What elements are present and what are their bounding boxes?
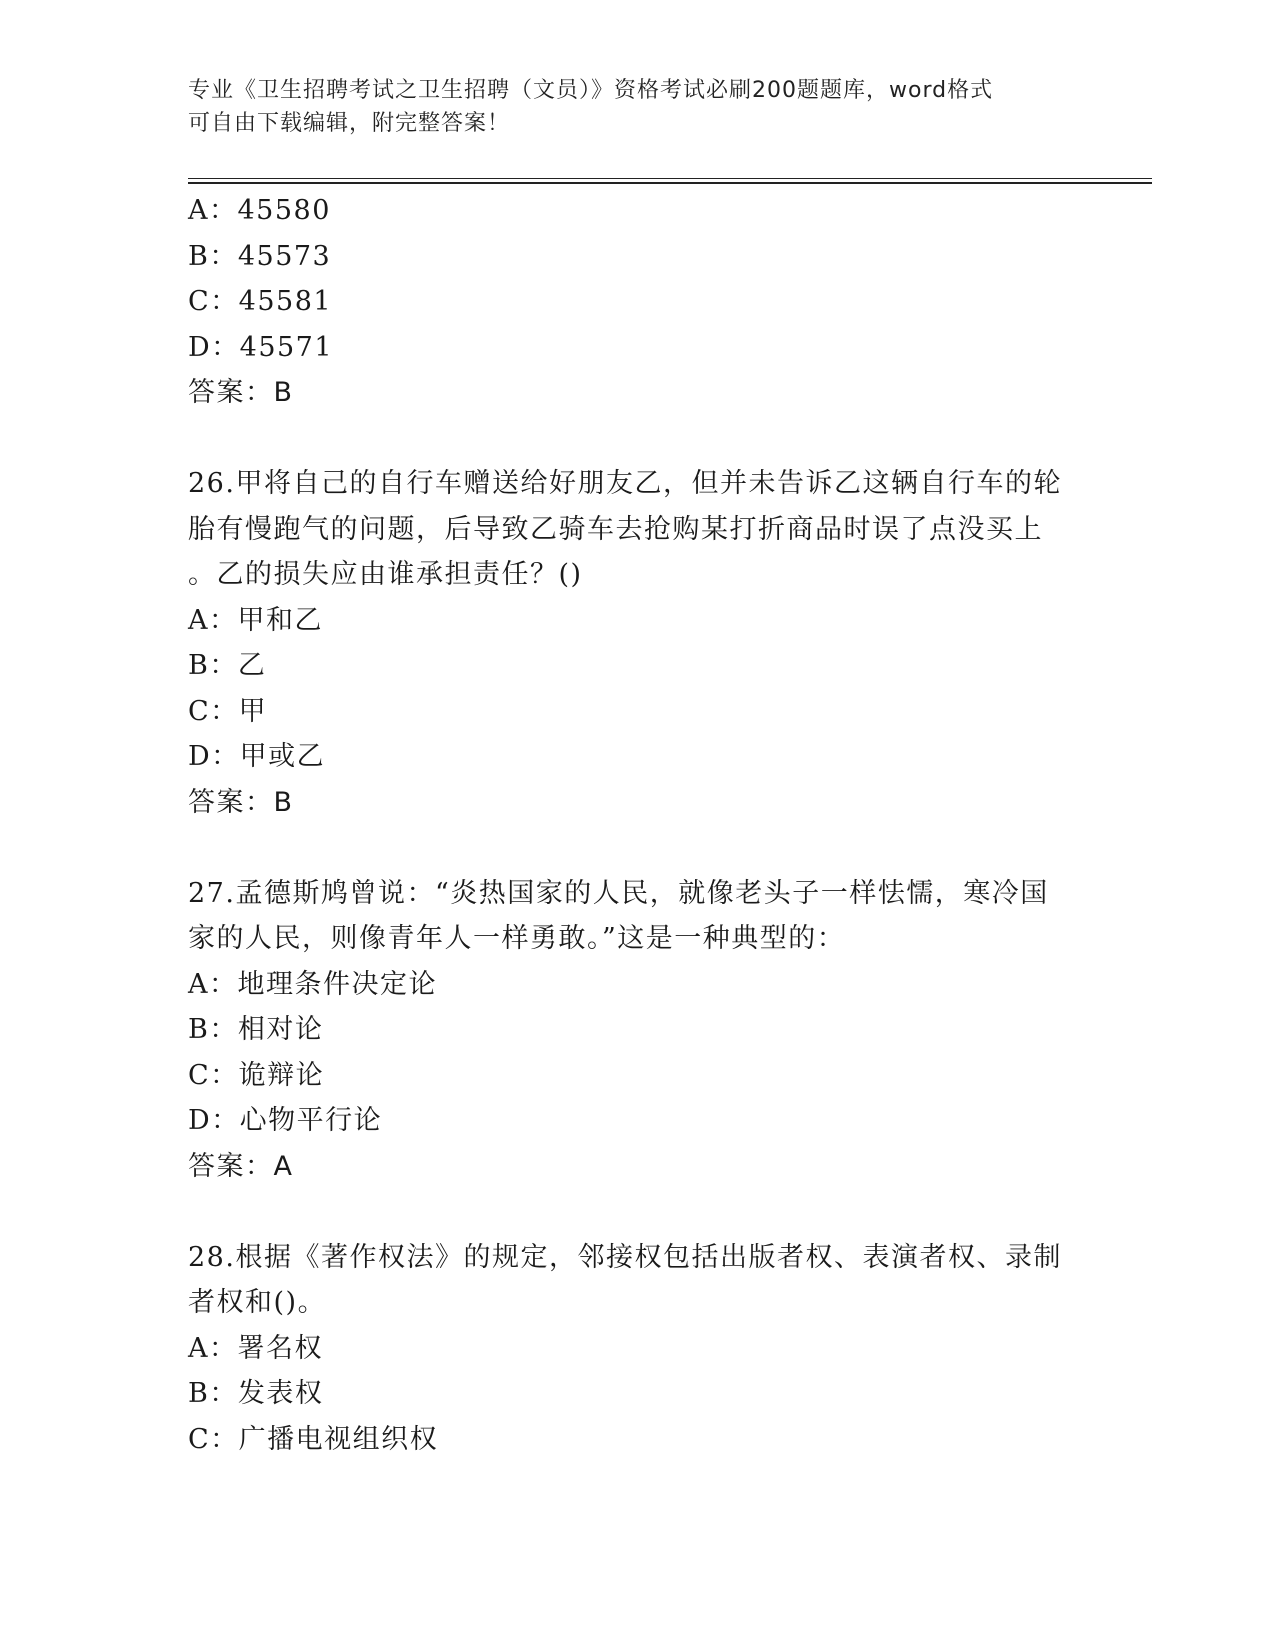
- option-b: B：乙: [188, 650, 267, 681]
- question-25: [188, 188, 1088, 416]
- option-b: B：45573: [188, 240, 332, 272]
- answer: 答案：B: [188, 377, 294, 408]
- question-text-line: 家的人民，则像青年人一样勇敢。”这是一种典型的：: [188, 923, 846, 954]
- option-a: A：45580: [188, 195, 331, 226]
- question-text-line: 者权和()。: [188, 1287, 327, 1318]
- option-c: C：甲: [188, 695, 268, 727]
- option-b: B：发表权: [188, 1378, 324, 1409]
- header-title-line-2: 可自由下载编辑，附完整答案！: [188, 111, 511, 136]
- answer: 答案：A: [188, 1150, 294, 1182]
- header-title-line-1: 专业《卫生招聘考试之卫生招聘（文员）》资格考试必刷200题题库，word格式: [188, 78, 994, 103]
- option-d: D：45571: [188, 331, 334, 363]
- header-divider-thick: [188, 182, 1152, 184]
- question-text-line: 。乙的损失应由谁承担责任？(): [188, 559, 583, 590]
- option-a: A：甲和乙: [188, 604, 323, 636]
- spacer: [188, 1189, 1088, 1235]
- option-c: C：广播电视组织权: [188, 1423, 439, 1455]
- option-d: D：甲或乙: [188, 741, 326, 772]
- option-a: A：地理条件决定论: [188, 968, 437, 1000]
- question-text-line: 26.甲将自己的自行车赠送给好朋友乙，但并未告诉乙这辆自行车的轮: [188, 468, 1062, 499]
- question-text-line: 27.孟德斯鸠曾说：“炎热国家的人民，就像老头子一样怯懦，寒冷国: [188, 877, 1049, 909]
- header-divider-thin: [188, 178, 1152, 179]
- answer: 答案：B: [188, 786, 294, 818]
- option-b: B：相对论: [188, 1014, 324, 1045]
- question-27: [188, 871, 1088, 1190]
- document-header: [188, 74, 1068, 140]
- spacer: [188, 825, 1088, 871]
- option-c: C：诡辩论: [188, 1059, 325, 1091]
- option-c: C：45581: [188, 286, 333, 317]
- question-26: [188, 461, 1088, 825]
- question-28: [188, 1235, 1088, 1463]
- spacer: [188, 416, 1088, 462]
- option-d: D：心物平行论: [188, 1105, 383, 1136]
- option-a: A：署名权: [188, 1332, 323, 1364]
- question-text-line: 胎有慢跑气的问题，后导致乙骑车去抢购某打折商品时误了点没买上: [188, 513, 1043, 545]
- question-text-line: 28.根据《著作权法》的规定，邻接权包括出版者权、表演者权、录制: [188, 1241, 1062, 1273]
- question-list: [188, 188, 1088, 1462]
